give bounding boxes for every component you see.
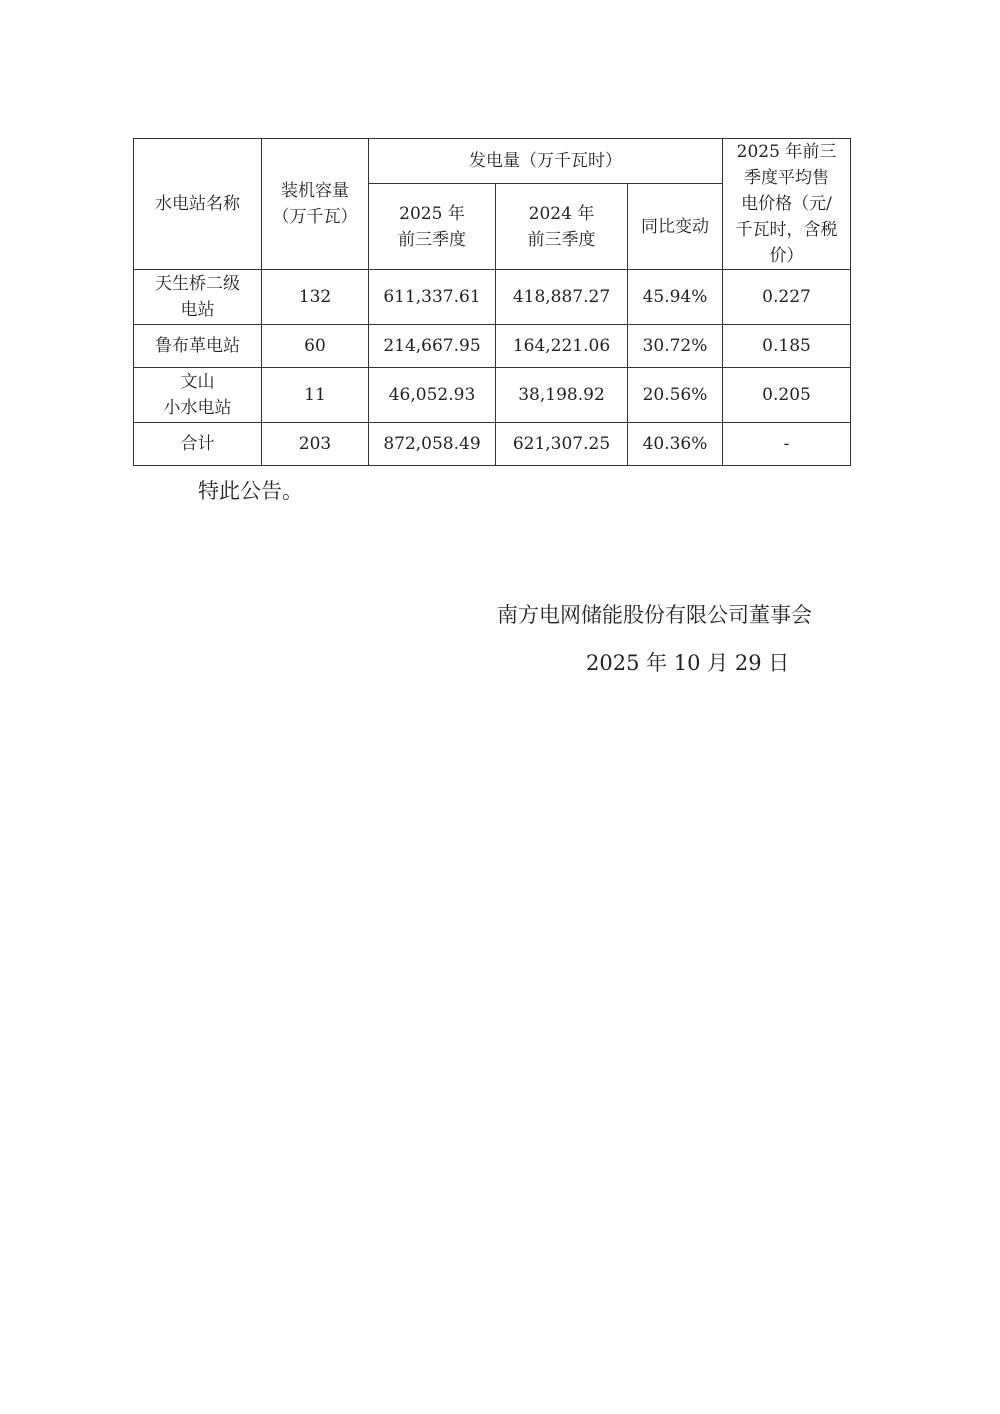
station-name-cell: 文山 小水电站 [134,368,262,423]
capacity-cell: 203 [262,423,369,466]
header-avg-price: 2025 年前三 季度平均售 电价格（元/ 千瓦时，含税 价） [723,139,851,270]
gen-2025-cell: 611,337.61 [369,270,496,325]
signature-board: 南方电网储能股份有限公司董事会 [497,603,812,627]
closing-statement: 特此公告。 [198,479,303,503]
yoy-cell: 40.36% [628,423,723,466]
capacity-cell: 60 [262,325,369,368]
header-generation-group: 发电量（万千瓦时） [369,139,723,184]
total-label-cell: 合计 [134,423,262,466]
capacity-cell: 132 [262,270,369,325]
gen-2025-cell: 46,052.93 [369,368,496,423]
price-cell: 0.205 [723,368,851,423]
gen-2024-cell: 164,221.06 [496,325,628,368]
header-gen-2025: 2025 年 前三季度 [369,184,496,270]
header-gen-2024: 2024 年 前三季度 [496,184,628,270]
announcement-date: 2025 年 10 月 29 日 [586,651,790,675]
gen-2025-cell: 872,058.49 [369,423,496,466]
gen-2024-cell: 418,887.27 [496,270,628,325]
yoy-cell: 45.94% [628,270,723,325]
generation-table [133,138,851,466]
table-row [134,368,851,423]
gen-2025-cell: 214,667.95 [369,325,496,368]
gen-2024-cell: 38,198.92 [496,368,628,423]
yoy-cell: 20.56% [628,368,723,423]
station-name-cell: 鲁布革电站 [134,325,262,368]
capacity-cell: 11 [262,368,369,423]
yoy-cell: 30.72% [628,325,723,368]
gen-2024-cell: 621,307.25 [496,423,628,466]
station-name-cell: 天生桥二级 电站 [134,270,262,325]
table-row [134,325,851,368]
header-yoy: 同比变动 [628,184,723,270]
table-header-row [134,139,851,184]
price-cell: 0.227 [723,270,851,325]
price-cell: 0.185 [723,325,851,368]
header-capacity: 装机容量 （万千瓦） [262,139,369,270]
table-total-row [134,423,851,466]
table-row [134,270,851,325]
header-station-name: 水电站名称 [134,139,262,270]
price-cell: - [723,423,851,466]
